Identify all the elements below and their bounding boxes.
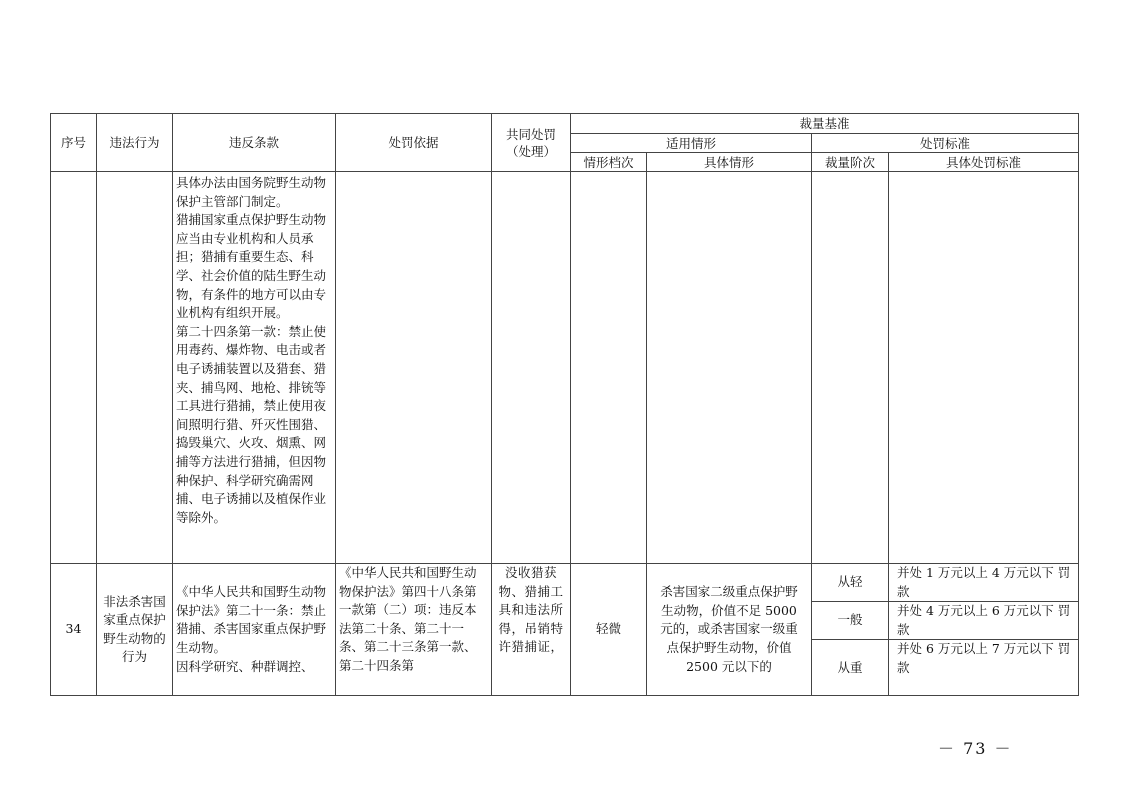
row34-standard-1: 并处 1 万元以上 4 万元以下 罚款	[889, 564, 1079, 602]
cell-empty	[336, 172, 492, 564]
row34-seq: 34	[51, 564, 97, 696]
header-basis: 处罚依据	[336, 114, 492, 172]
row34-joint: 没收猎获物、猎捕工具和违法所得，吊销特许猎捕证，	[492, 564, 571, 696]
table-row-continued	[51, 172, 1079, 564]
row34-standard-2: 并处 4 万元以上 6 万元以下 罚款	[889, 602, 1079, 640]
header-discretion: 裁量基准	[571, 114, 1079, 134]
penalty-table	[50, 113, 1079, 696]
row34-behavior: 非法杀害国家重点保护野生动物的行为	[97, 564, 173, 696]
header-seq: 序号	[51, 114, 97, 172]
header-applicable: 适用情形	[571, 134, 812, 153]
header-level: 情形档次	[571, 153, 647, 172]
header-joint: 共同处罚 （处理）	[492, 114, 571, 172]
row34-stage-3: 从重	[812, 640, 889, 696]
header-situation: 具体情形	[647, 153, 812, 172]
table-row-34	[51, 564, 1079, 602]
header-stage: 裁量阶次	[812, 153, 889, 172]
header-punishment: 具体处罚标准	[889, 153, 1079, 172]
header-standard: 处罚标准	[812, 134, 1079, 153]
row34-stage-2: 一般	[812, 602, 889, 640]
row34-clause: 《中华人民共和国野生动物保护法》第二十一条：禁止猎捕、杀害国家重点保护野生动物。 因科学研究、种群调控、	[173, 564, 336, 696]
cell-empty	[889, 172, 1079, 564]
clause-text-continued: 具体办法由国务院野生动物保护主管部门制定。 猎捕国家重点保护野生动物应当由专业机构和人员承担；猎捕有重要生态、科学、社会价值的陆生野生动物，有条件的地方可以由专业机构有组织开展。 第二十四条第一款：禁止使用毒药、爆炸物、电击或者电子诱捕装置以及猎套、猎夹、捕鸟网、地枪、排铳等工具进行猎捕，禁止使用夜间照明行猎、歼灭性围猎、捣毁巢穴、火攻、烟熏、网捕等方法进行猎捕，但因物种保护、科学研究确需网捕、电子诱捕以及植保作业等除外。	[173, 172, 336, 564]
page-number: － 73 －	[938, 739, 1013, 758]
row34-standard-3: 并处 6 万元以上 7 万元以下 罚款	[889, 640, 1079, 696]
cell-empty	[51, 172, 97, 564]
cell-empty	[492, 172, 571, 564]
row34-stage-1: 从轻	[812, 564, 889, 602]
cell-empty	[571, 172, 647, 564]
cell-empty	[812, 172, 889, 564]
header-clause: 违反条款	[173, 114, 336, 172]
cell-empty	[647, 172, 812, 564]
row34-level: 轻微	[571, 564, 647, 696]
row34-situation: 杀害国家二级重点保护野生动物，价值不足 5000 元的，或杀害国家一级重点保护野生动物，价值 2500 元以下的	[647, 564, 812, 696]
row34-basis: 《中华人民共和国野生动物保护法》第四十八条第一款第（二）项：违反本法第二十条、第二十一条、第二十三条第一款、第二十四条第	[336, 564, 492, 696]
header-behavior: 违法行为	[97, 114, 173, 172]
cell-empty	[97, 172, 173, 564]
